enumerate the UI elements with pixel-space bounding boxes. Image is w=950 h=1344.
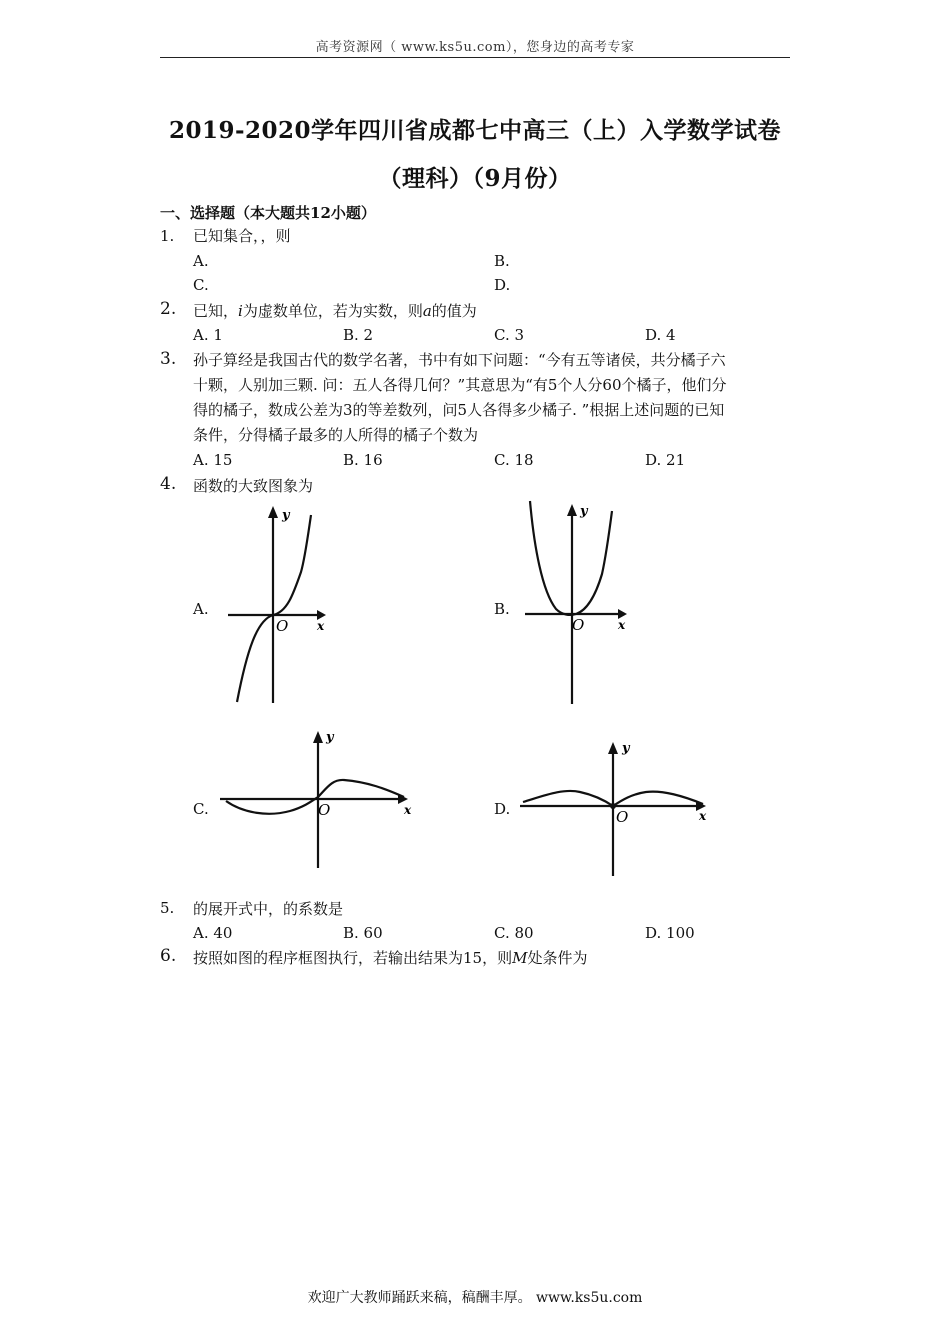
y-axis-label: y [282, 508, 290, 523]
option-d: D. 4 [645, 326, 676, 344]
origin-label: O [318, 801, 331, 819]
question-stem: 按照如图的程序框图执行，若输出结果为15，则M处条件为 [193, 949, 588, 967]
option-a: A. [193, 600, 209, 618]
graph-option-c [218, 725, 418, 870]
option-b: B. 2 [343, 326, 374, 344]
x-axis-label: x [404, 803, 412, 817]
graph-option-a [225, 500, 335, 705]
option-b: B. 60 [343, 924, 383, 942]
option-a: A. 15 [193, 451, 233, 469]
option-a: A. 40 [193, 924, 233, 942]
question-number: 1. [160, 227, 175, 245]
question-stem: 孙子算经是我国古代的数学名著，书中有如下问题：“今有五等诸侯，共分橘子六 十颗，人别加三颗. 问：五人各得几何？”其意思为“有5个人分60个橘子，他们分 得的橘子，数成公差为3的等差数列，问5人各得多少橘子. ”根据上述问题的已知 条件，分得橘子最多的人所得的橘子个数为 [193, 351, 727, 444]
option-c: C. 18 [494, 451, 534, 469]
exam-title-line2: （理科）（9月份） [378, 165, 572, 192]
question-number: 4. [160, 474, 177, 494]
option-b: B. 16 [343, 451, 383, 469]
option-d: D. [494, 276, 511, 294]
x-axis-label: x [699, 809, 707, 823]
origin-label: O [276, 617, 289, 635]
option-c: C. 80 [494, 924, 534, 942]
option-c: C. [193, 800, 209, 818]
origin-label: O [616, 808, 629, 826]
option-d: D. [494, 800, 511, 818]
question-number: 5. [160, 899, 175, 917]
option-a: A. 1 [193, 326, 223, 344]
option-a: A. [193, 252, 209, 270]
question-number: 2. [160, 299, 177, 319]
graph-option-b [520, 496, 635, 706]
page-footer: 欢迎广大教师踊跃来稿，稿酬丰厚。 www.ks5u.com [307, 1290, 643, 1306]
y-axis-label: y [326, 730, 334, 745]
option-c: C. [193, 276, 209, 294]
x-axis-label: x [317, 619, 325, 633]
question-stem: 的展开式中，的系数是 [193, 900, 344, 918]
graph-option-d [518, 738, 713, 878]
question-number: 6. [160, 946, 177, 966]
question-number: 3. [160, 349, 177, 369]
option-b: B. [494, 252, 510, 270]
origin-label: O [572, 616, 585, 634]
option-c: C. 3 [494, 326, 525, 344]
question-stem: 已知，i为虚数单位，若为实数，则a的值为 [193, 302, 477, 320]
header-divider [160, 57, 790, 58]
section-heading: 一、选择题（本大题共12小题） [160, 204, 376, 222]
question-stem: 函数的大致图象为 [193, 477, 314, 495]
option-d: D. 21 [645, 451, 686, 469]
question-stem: 已知集合，，则 [193, 227, 291, 245]
y-axis-label: y [622, 741, 630, 756]
option-d: D. 100 [645, 924, 695, 942]
y-axis-label: y [580, 504, 588, 519]
option-b: B. [494, 600, 510, 618]
x-axis-label: x [618, 618, 626, 632]
page-header: 高考资源网（ www.ks5u.com），您身边的高考专家 [315, 40, 635, 55]
exam-title-line1: 2019-2020学年四川省成都七中高三（上）入学数学试卷 [168, 117, 782, 144]
